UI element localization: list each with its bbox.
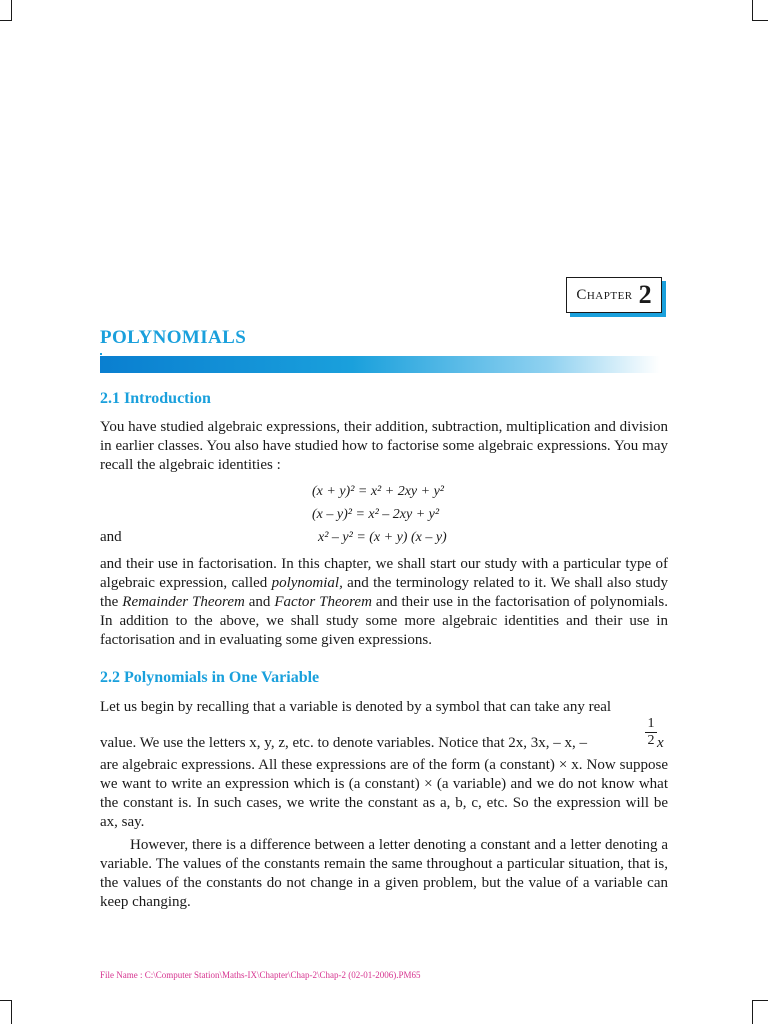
intro-text: and their use in factorisation. In this chapter, we shall start our study with a particular type of algebraic expression, called <box>100 556 668 591</box>
file-name-footer: File Name : C:\Computer Station\Maths-IX\Chapter\Chap-2\Chap-2 (02-01-2006).PM65 <box>100 970 421 980</box>
crop-mark-bottom-left <box>11 1000 12 1024</box>
variable-paragraph-line-2: value. We use the letters x, y, z, etc. to denote variables. Notice that 2x, 3x, – x, – <box>100 735 587 751</box>
intro-text: and their use in the factorisation of polynomials. In addition to the above, we shall study some more algebraic identities and their use in factorisation and in evaluating some given expressions. <box>100 594 668 648</box>
fraction-numerator: 1 <box>645 716 657 733</box>
identity-2: (x – y)² = x² – 2xy + y² <box>312 507 440 522</box>
variable-paragraph-2: However, there is a difference between a letter denoting a constant and a letter denoting a variable. The values of the constants remain the same throughout a particular situation, that is, the values of the constants do not change in a given problem, but the value of a variable can keep changing. <box>100 837 668 910</box>
crop-mark-top-left <box>0 20 12 21</box>
section-heading-introduction: 2.1 Introduction <box>100 390 211 407</box>
variable-paragraph-rest: are algebraic expressions. All these expressions are of the form (a constant) × x. Now suppose we want to write an expression which is (a constant) × (a variable) and we do not know what the constant is. In such cases, we write the constant as a, b, c, etc. So the expression will be ax, say. <box>100 757 668 830</box>
variable-paragraph-line-1: Let us begin by recalling that a variable is denoted by a symbol that can take any real <box>100 699 612 715</box>
title-gradient-bar <box>100 356 660 373</box>
crop-mark-bottom-right <box>752 1000 753 1024</box>
fraction-variable: x <box>657 735 664 751</box>
intro-paragraph-1: You have studied algebraic expressions, their addition, subtraction, multiplication and division in earlier classes. You also have studied how to factorise some algebraic expressions. You may recall the algebraic identities : <box>100 419 668 473</box>
crop-mark-top-right <box>752 20 768 21</box>
title-dot <box>100 353 102 355</box>
identity-3: x² – y² = (x + y) (x – y) <box>318 530 447 545</box>
crop-mark-top-right <box>752 0 753 20</box>
term-remainder-theorem: Remainder Theorem <box>122 594 245 610</box>
chapter-label <box>566 277 662 313</box>
term-polynomial: polynomial, <box>271 575 343 591</box>
chapter-word: Chapter <box>576 286 633 303</box>
crop-mark-bottom-right <box>752 1000 768 1001</box>
term-factor-theorem: Factor Theorem <box>274 594 372 610</box>
identity-1: (x + y)² = x² + 2xy + y² <box>312 484 444 499</box>
chapter-number: 2 <box>638 280 652 309</box>
intro-text: and the terminology related to it. We shall also study the <box>100 575 669 610</box>
section-heading-one-variable: 2.2 Polynomials in One Variable <box>100 669 320 686</box>
intro-paragraph-2 <box>100 555 668 650</box>
intro-text: and <box>244 594 275 610</box>
and-label: and <box>100 529 122 545</box>
chapter-title: POLYNOMIALS <box>100 327 247 348</box>
crop-mark-top-left <box>11 0 12 20</box>
fraction-denominator: 2 <box>647 733 655 748</box>
